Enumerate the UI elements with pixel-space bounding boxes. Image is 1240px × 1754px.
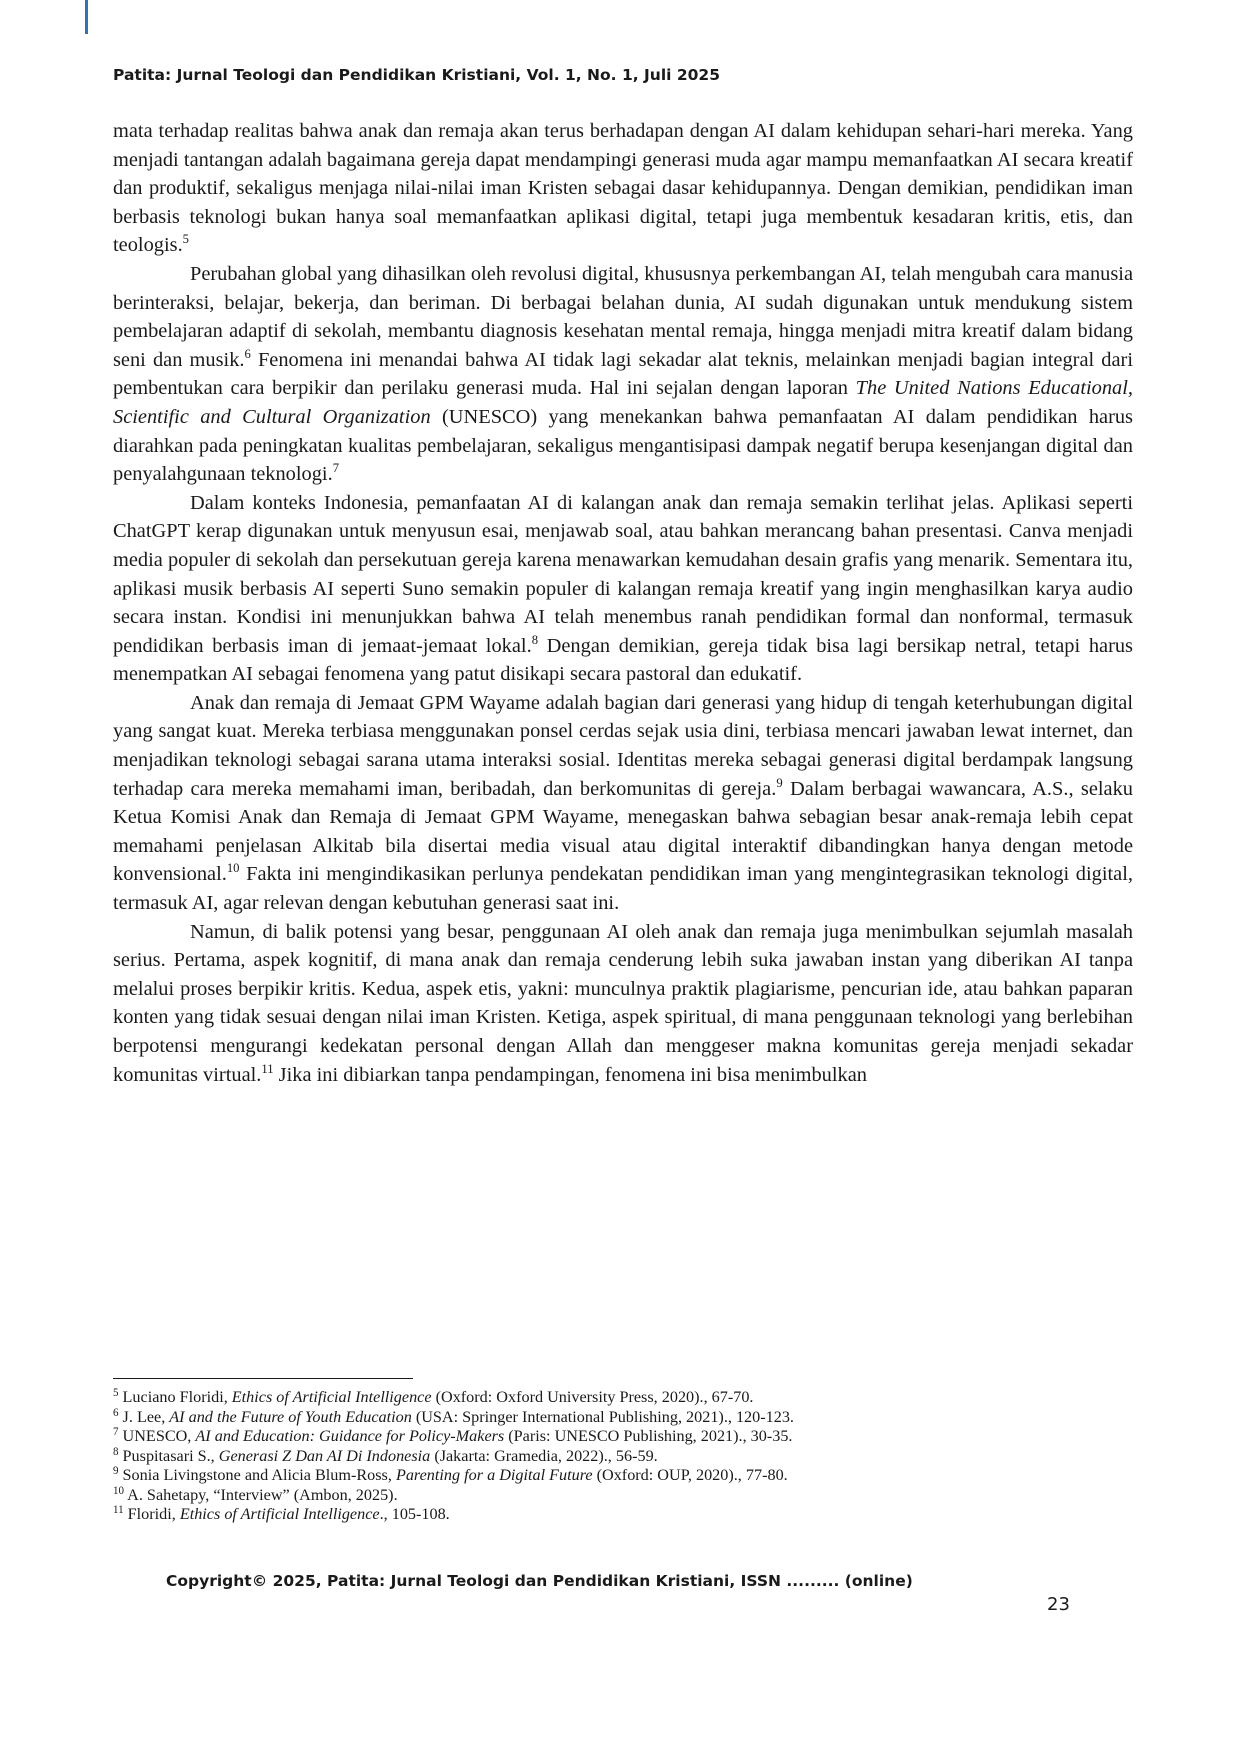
footnote-text: A. Sahetapy, “Interview” (Ambon, 2025). [124,1485,398,1504]
footnote-ref[interactable]: 11 [261,1061,274,1076]
paragraph-text: Perubahan global yang dihasilkan oleh revolusi digital, khususnya perkembangan AI, telah mengubah cara manusia berinteraksi, belajar, bekerja, dan beriman. Di berbagai belahan dunia, AI sudah digunakan untuk mendukung sistem pembelajaran adaptif di sekolah, membantu diagnosis kesehatan mental remaja, hingga menjadi mitra kreatif dalam bidang seni dan musik. [113,262,1133,371]
footnote-item [113,1388,1133,1408]
paragraph-text: Dalam konteks Indonesia, pemanfaatan AI di kalangan anak dan remaja semakin terlihat jelas. Aplikasi seperti ChatGPT kerap digunakan untuk menyusun esai, menjawab soal, atau bahkan merancang bahan presentasi. Canva menjadi media populer di sekolah dan persekutuan gereja karena menawarkan kemudahan desain grafis yang menarik. Sementara itu, aplikasi musik berbasis AI seperti Suno semakin populer di kalangan remaja kreatif yang ingin menghasilkan karya audio secara instan. Kondisi ini menunjukkan bahwa AI telah menembus ranah pendidikan formal dan nonformal, termasuk pendidikan berbasis iman di jemaat-jemaat lokal. [113,491,1133,657]
footnote-item [113,1447,1133,1467]
paragraph-text: Namun, di balik potensi yang besar, penggunaan AI oleh anak dan remaja juga menimbulkan sejumlah masalah serius. Pertama, aspek kognitif, di mana anak dan remaja cenderung lebih suka jawaban instan yang diberikan AI tanpa melalui proses berpikir kritis. Kedua, aspek etis, yakni: munculnya praktik plagiarisme, pencurian ide, atau bahkan paparan konten yang tidak sesuai dengan nilai iman Kristen. Ketiga, aspek spiritual, di mana penggunaan teknologi yang berlebihan berpotensi mengurangi kedekatan personal dengan Allah dan menggeser makna komunitas gereja menjadi sekadar komunitas virtual. [113,920,1133,1086]
footnote-text: Luciano Floridi, [118,1388,232,1406]
journal-line: Patita: Jurnal Teologi dan Pendidikan Kristiani, Vol. 1, No. 1, Juli 2025 [113,66,720,84]
paragraph-text: mata terhadap realitas bahwa anak dan remaja akan terus berhadapan dengan AI dalam kehidupan sehari-hari mereka. Yang menjadi tantangan adalah bagaimana gereja dapat mendampingi generasi muda agar mampu memanfaatkan AI secara kreatif dan produktif, sekaligus menjaga nilai-nilai iman Kristen sebagai dasar kehidupannya. Dengan demikian, pendidikan iman berbasis teknologi bukan hanya soal memanfaatkan aplikasi digital, tetapi juga membentuk kesadaran kritis, etis, dan teologis. [113,120,1133,257]
paragraph-text: Dengan demikian, gereja tidak bisa lagi bersikap netral, tetapi harus menempatkan AI sebagai fenomena yang patut disikapi secara pastoral dan edukatif. [113,634,1133,686]
footnote-ref[interactable]: 7 [332,461,340,476]
paragraph-1 [113,117,1133,260]
page-number: 23 [1047,1594,1070,1615]
footnote-text: UNESCO, [118,1427,196,1445]
footnote-text: (Oxford: OUP, 2020)., 77-80. [592,1466,788,1484]
footnote-separator [113,1378,413,1379]
footnote-number: 8 [113,1445,119,1458]
footnote-text: (Paris: UNESCO Publishing, 2021)., 30-35. [504,1427,793,1445]
paragraph-text: Fakta ini mengindikasikan perlunya pendekatan pendidikan iman yang mengintegrasikan teknologi digital, termasuk AI, agar relevan dengan kebutuhan generasi saat ini. [113,863,1133,915]
accent-bar [85,0,88,34]
footnote-text: J. Lee, [118,1407,170,1426]
footnote-text: (Jakarta: Gramedia, 2022)., 56-59. [430,1446,658,1465]
paragraph-3 [113,489,1133,689]
paragraph-5 [113,918,1133,1090]
italic-title: The United Nations Educational, Scientific and Cultural Organization [113,377,1133,428]
footnote-ref[interactable]: 9 [776,775,783,790]
footnote-number: 10 [113,1484,124,1497]
footnote-title: AI and the Future of Youth Education [169,1407,412,1426]
footnote-title: Generasi Z Dan AI Di Indonesia [218,1446,431,1465]
footnote-ref[interactable]: 6 [244,346,251,361]
footnote-item [113,1505,1133,1525]
article-body [113,117,1133,1089]
footnote-item [113,1486,1133,1506]
footnotes [113,1388,1133,1525]
footnote-number: 7 [113,1425,119,1438]
footnote-text: (Oxford: Oxford University Press, 2020)., 67-70. [431,1388,754,1406]
footnote-ref[interactable]: 8 [531,632,538,647]
footnote-text: Sonia Livingstone and Alicia Blum-Ross, [118,1466,396,1484]
footnote-number: 9 [113,1464,119,1477]
footnote-title: Ethics of Artificial Intelligence [231,1388,432,1406]
footnote-ref[interactable]: 10 [226,861,240,876]
footnote-number: 11 [113,1503,124,1516]
paragraph-4 [113,689,1133,918]
footnote-item [113,1408,1133,1428]
running-header [113,66,1133,84]
footnote-number: 6 [113,1406,119,1419]
paragraph-text: Anak dan remaja di Jemaat GPM Wayame adalah bagian dari generasi yang hidup di tengah keterhubungan digital yang sangat kuat. Mereka terbiasa menggunakan ponsel cerdas sejak usia dini, terbiasa mencari jawaban lewat internet, dan menjadikan teknologi sebagai sarana utama interaksi sosial. Identitas mereka sebagai generasi digital berdampak langsung terhadap cara mereka memahami iman, beribadah, dan berkomunitas di gereja. [113,691,1133,800]
footnote-title: Ethics of Artificial Intelligence [179,1505,380,1523]
copyright-footer: Copyright© 2025, Patita: Jurnal Teologi dan Pendidikan Kristiani, ISSN ......... (online) [166,1572,913,1590]
footnote-title: AI and Education: Guidance for Policy-Makers [195,1427,505,1445]
paragraph-text: Dalam berbagai wawancara, A.S., selaku Ketua Komisi Anak dan Remaja di Jemaat GPM Wayame, menegaskan bahwa sebagian besar anak-remaja lebih cepat memahami penjelasan Alkitab bila disertai media visual atau digital interaktif dibandingkan hanya dengan metode konvensional. [113,777,1133,886]
paragraph-text: (UNESCO) yang menekankan bahwa pemanfaatan AI dalam pendidikan harus diarahkan pada peningkatan kualitas pembelajaran, sekaligus mengantisipasi dampak negatif berupa kesenjangan digital dan penyalahgunaan teknologi. [113,405,1133,486]
footnote-title: Parenting for a Digital Future [395,1466,593,1484]
footnote-ref[interactable]: 5 [182,232,189,247]
footnote-item [113,1427,1133,1447]
paragraph-text: Fenomena ini menandai bahwa AI tidak lagi sekadar alat teknis, melainkan menjadi bagian integral dari pembentukan cara berpikir dan perilaku generasi muda. Hal ini sejalan dengan laporan [113,348,1133,400]
paragraph-text: Jika ini dibiarkan tanpa pendampingan, fenomena ini bisa menimbulkan [273,1063,867,1086]
footnote-item [113,1466,1133,1486]
footnote-text: Puspitasari S., [118,1446,219,1465]
paragraph-2 [113,260,1133,489]
footnote-text: (USA: Springer International Publishing, 2021)., 120-123. [411,1407,794,1426]
footnote-text: ., 105-108. [379,1505,450,1523]
footnote-number: 5 [113,1386,119,1399]
footnote-text: Floridi, [123,1505,180,1523]
